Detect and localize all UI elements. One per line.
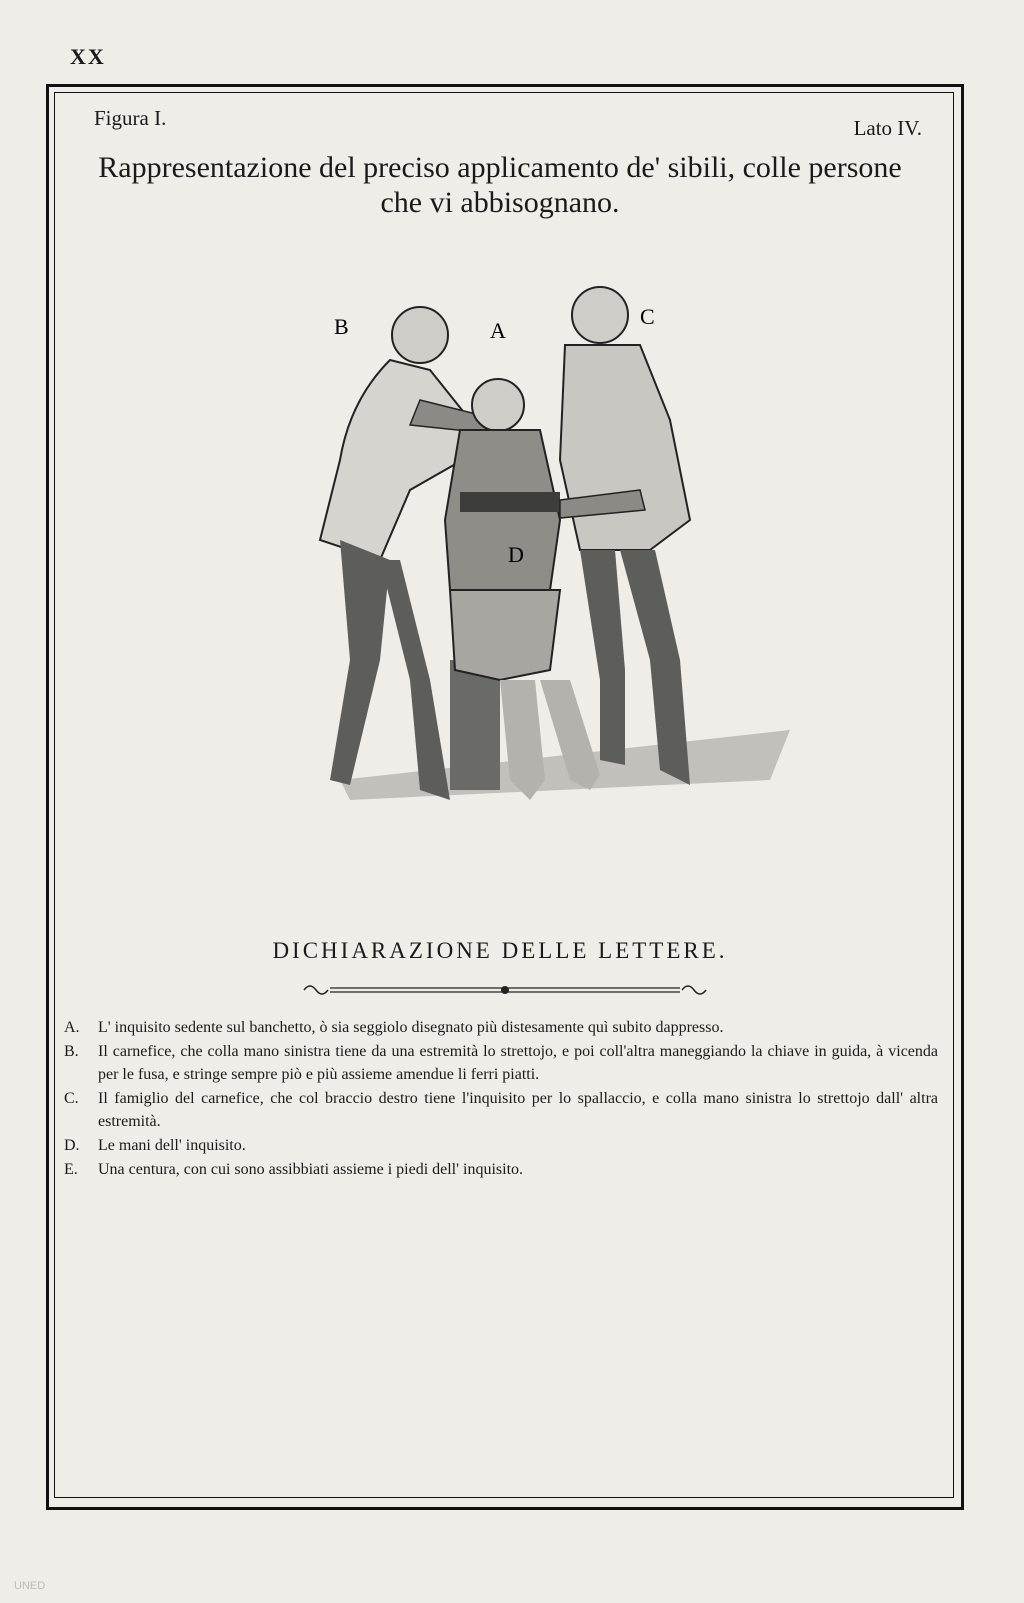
legend-text: Il famiglio del carnefice, che col braccio destro tiene l'inquisito per lo spallaccio, e colla mano sinistra lo strettojo dall' altra estremità.	[98, 1090, 938, 1130]
legend-text: Le mani dell' inquisito.	[98, 1137, 246, 1154]
letter-a: A	[490, 318, 506, 343]
engraving-svg	[270, 260, 830, 860]
engraving-illustration	[270, 260, 830, 860]
legend-key: D.	[64, 1137, 80, 1154]
figure-label: Figura I.	[94, 106, 167, 130]
legend-item-c	[64, 1087, 938, 1133]
legend-item-d	[64, 1134, 938, 1157]
legend-text: L' inquisito sedente sul banchetto, ò sia seggiolo disegnato più distesamente quì subito dappresso.	[98, 1019, 724, 1036]
ornament-rule	[300, 980, 710, 1000]
letter-c: C	[640, 304, 655, 329]
strettojo-press	[460, 492, 560, 512]
letter-d: D	[508, 542, 524, 567]
legend-key: E.	[64, 1161, 78, 1178]
legend-item-e	[64, 1158, 938, 1181]
stool	[450, 660, 500, 790]
legend-text: Una centura, con cui sono assibbiati assieme i piedi dell' inquisito.	[98, 1161, 524, 1178]
legend-list	[64, 1016, 938, 1182]
page-number: XX	[70, 44, 106, 69]
page-title: Rappresentazione del preciso applicamento de' sibili, colle persone che vi abbisognano.	[98, 151, 902, 220]
watermark: UNED	[14, 1580, 46, 1592]
legend-key: C.	[64, 1090, 79, 1107]
legend-heading: DICHIARAZIONE DELLE LETTERE.	[272, 938, 728, 963]
legend-key: A.	[64, 1019, 80, 1036]
legend-key: B.	[64, 1043, 79, 1060]
legend-text: Il carnefice, che colla mano sinistra tiene da una estremità lo strettojo, e poi coll'altra maneggiando la chiave in guida, à vicenda per le fusa, e stringe sempre piò e più assieme amendue li ferri piatti.	[98, 1043, 938, 1083]
side-label: Lato IV.	[853, 116, 922, 140]
letter-b: B	[334, 314, 349, 339]
legend-item-b	[64, 1040, 938, 1086]
legend-item-a	[64, 1016, 938, 1039]
